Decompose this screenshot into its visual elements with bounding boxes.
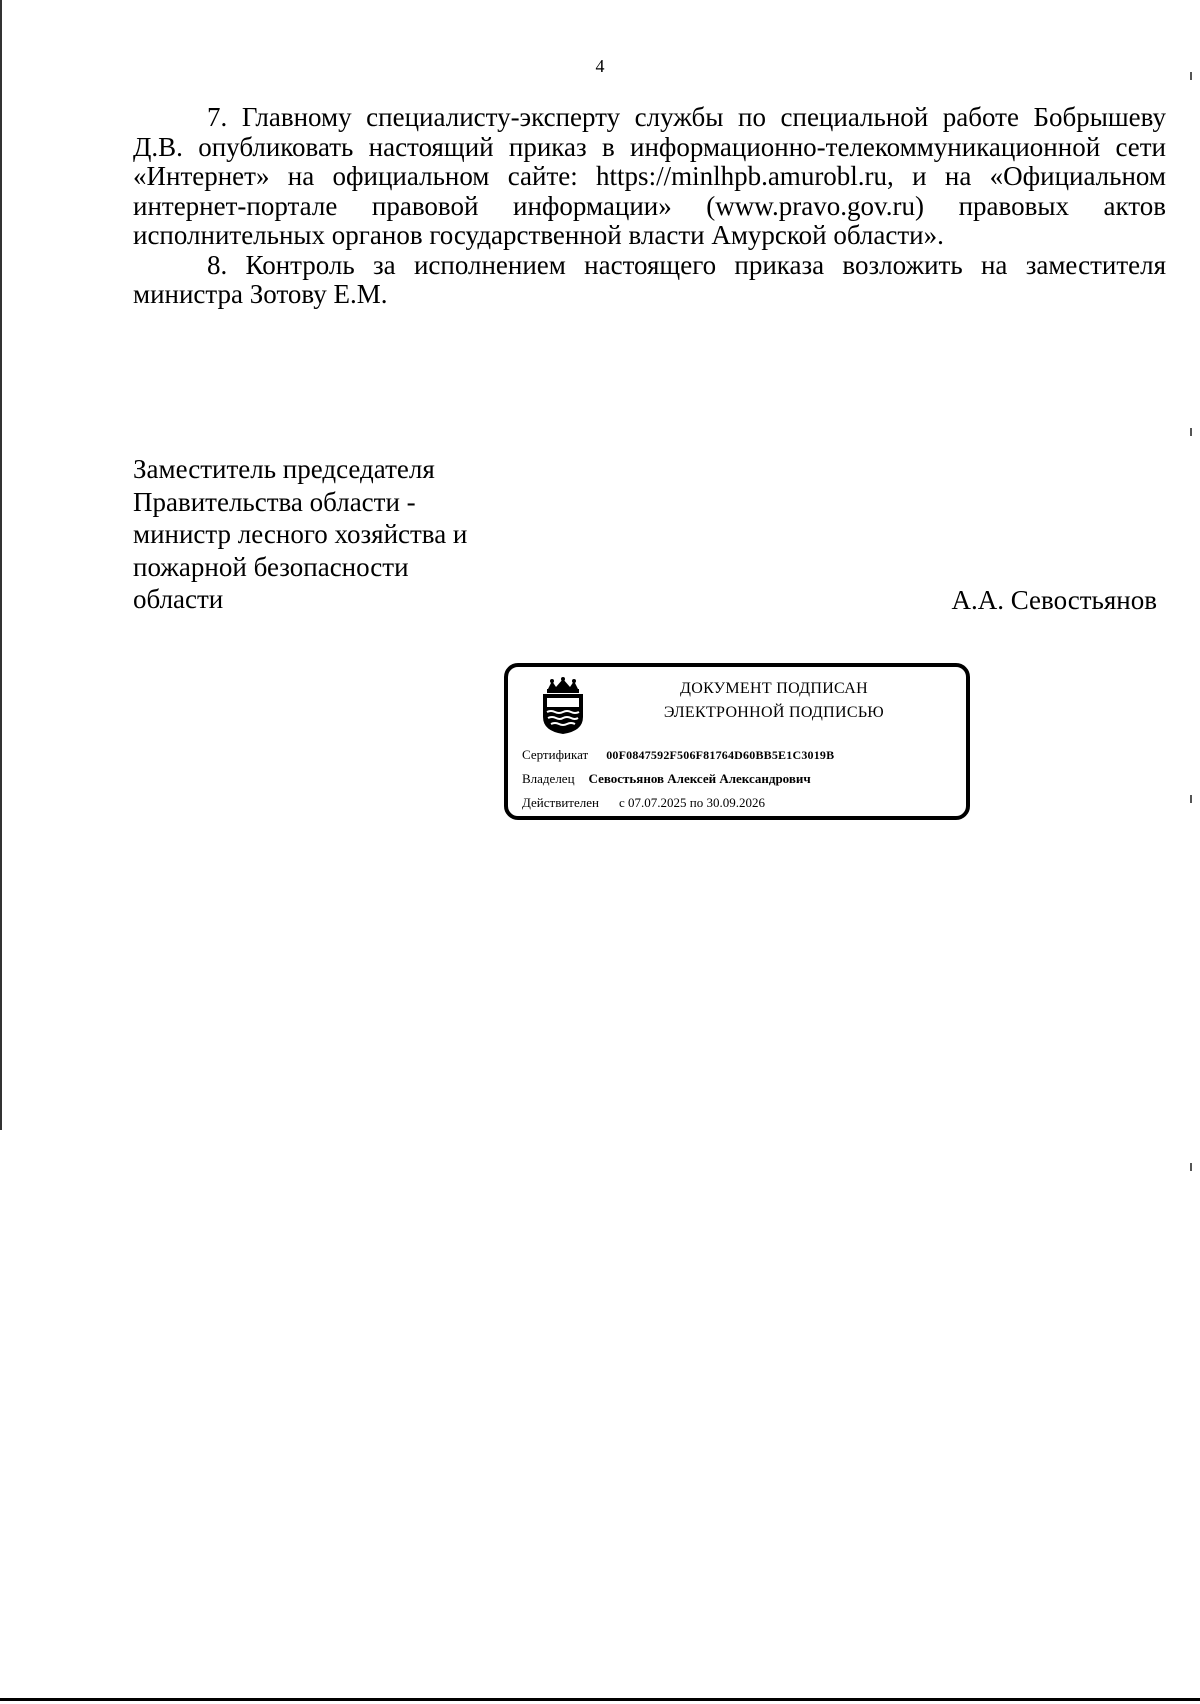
signatory-line: Правительства области - [133,486,416,517]
document-body [133,103,1166,310]
signatory-position [133,453,467,616]
electronic-signature-stamp [504,663,970,820]
scan-mark [1190,428,1192,436]
stamp-validity-row [522,794,765,812]
stamp-certificate-row [522,746,834,764]
stamp-owner-row [522,770,811,788]
signer-name: А.А. Севостьянов [951,585,1157,615]
paragraph-8: 8. Контроль за исполнением настоящего приказа возложить на заместителя министра Зотову Е.М. [133,249,1166,309]
valid-label: Действителен [522,795,599,810]
certificate-value: 00F0847592F506F81764D60BB5E1C3019B [606,748,835,762]
page-number: 4 [595,56,605,76]
paragraph-7: 7. Главному специалисту-эксперту службы по специальной работе Бобрышеву Д.В. опубликовать настоящий приказ в информационно-телекоммуникационной сети «Интернет» на официальном сайте: https://minlhpb.amurobl.ru, и на «Официальном интернет-портале правовой информации» (www.pravo.gov.ru) правовых актов исполнительных органов государственной власти Амурской области». [133,102,1166,250]
scan-edge-bottom [0,1698,1200,1701]
stamp-title-line1: ДОКУМЕНТ ПОДПИСАН [680,680,868,697]
signatory-line: министр лесного хозяйства и [133,519,468,549]
valid-value: с 07.07.2025 по 30.09.2026 [618,795,765,810]
scan-edge-left [0,0,2,1130]
stamp-title-line2: ЭЛЕКТРОННОЙ ПОДПИСЬЮ [663,704,885,721]
coat-of-arms-icon [538,677,588,735]
owner-value: Севостьянов Алексей Александрович [588,771,811,786]
scan-mark [1190,1163,1192,1171]
signatory-line: области [133,584,224,614]
scan-mark [1190,795,1192,803]
certificate-label: Сертификат [522,747,589,762]
signatory-line: Заместитель председателя [133,454,435,484]
signatory-line: пожарной безопасности [133,551,409,582]
owner-label: Владелец [522,771,575,786]
